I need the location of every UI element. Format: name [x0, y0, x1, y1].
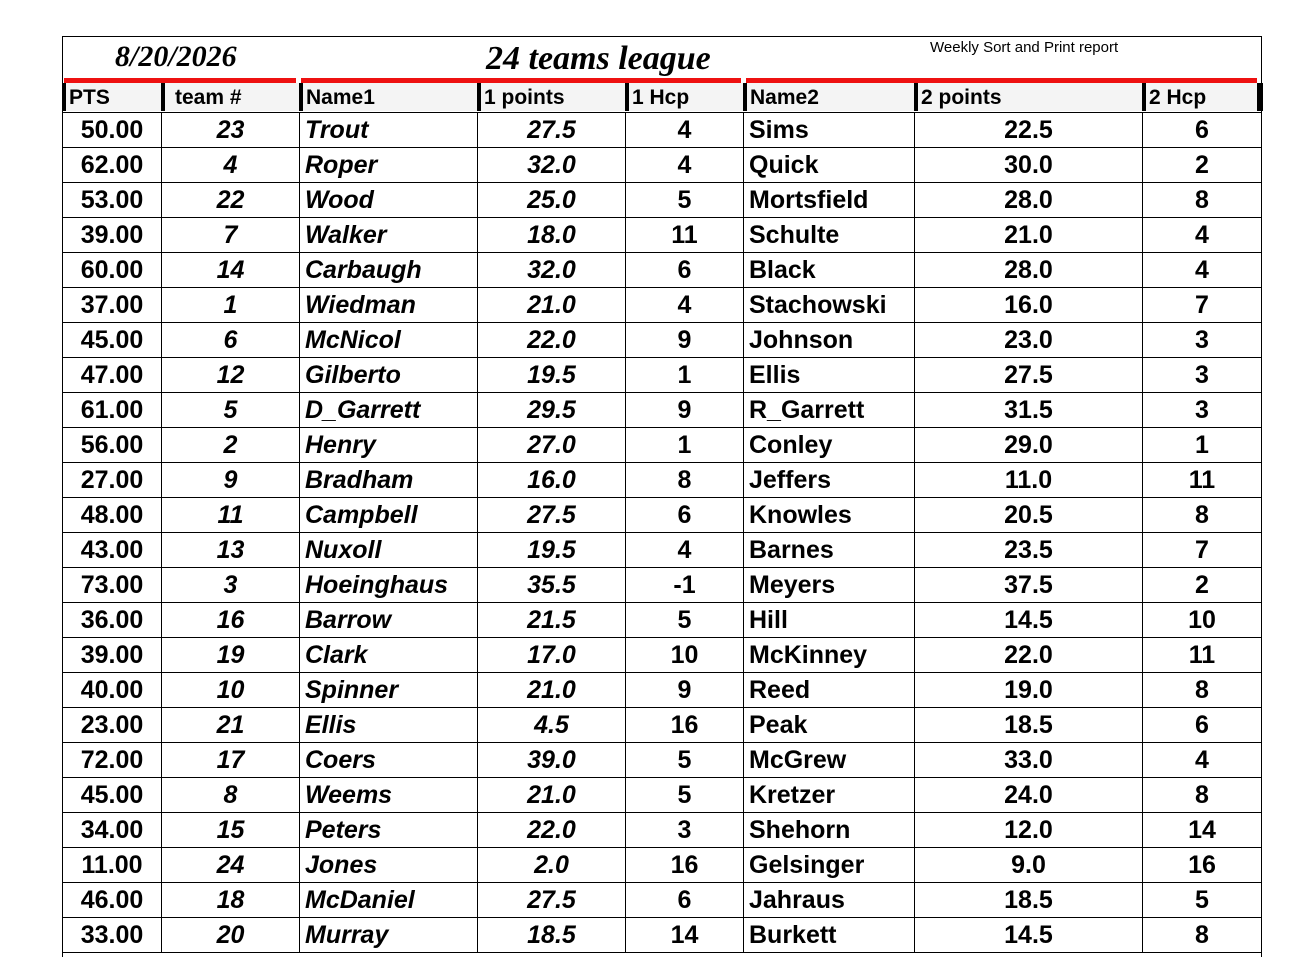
pts-cell: 50.00 — [63, 113, 162, 148]
team-number-cell: 2 — [162, 428, 300, 463]
hcp2-cell: 3 — [1143, 323, 1262, 358]
pts-cell: 43.00 — [63, 533, 162, 568]
name2-cell: Barnes — [744, 533, 915, 568]
points1-cell: 21.5 — [478, 603, 626, 638]
pts-cell: 11.00 — [63, 848, 162, 883]
name2-cell: Jahraus — [744, 883, 915, 918]
pts-cell: 48.00 — [63, 498, 162, 533]
hcp2-cell: 3 — [1143, 358, 1262, 393]
name2-cell: Knowles — [744, 498, 915, 533]
points2-cell: 18.5 — [915, 708, 1143, 743]
name1-cell: Carbaugh — [300, 253, 478, 288]
table-row — [63, 393, 1262, 428]
points2-cell: 19.0 — [915, 673, 1143, 708]
points2-cell: 18.5 — [915, 883, 1143, 918]
name2-cell: Meyers — [744, 568, 915, 603]
name2-cell: R_Garrett — [744, 393, 915, 428]
hcp2-cell: 8 — [1143, 673, 1262, 708]
name1-cell: Clark — [300, 638, 478, 673]
points1-cell: 25.0 — [478, 183, 626, 218]
name1-cell: Bradham — [300, 463, 478, 498]
name2-cell: Peak — [744, 708, 915, 743]
report-date: 8/20/2026 — [115, 40, 237, 73]
name1-cell: Gilberto — [300, 358, 478, 393]
points2-cell: 11.0 — [915, 463, 1143, 498]
name1-cell: Wood — [300, 183, 478, 218]
report-subtitle: Weekly Sort and Print report — [930, 39, 1119, 56]
hcp2-cell: 11 — [1143, 463, 1262, 498]
hcp2-cell: 1 — [1143, 428, 1262, 463]
hcp2-cell: 2 — [1143, 148, 1262, 183]
hcp2-cell: 8 — [1143, 918, 1262, 953]
name1-cell: Wiedman — [300, 288, 478, 323]
name1-cell: Coers — [300, 743, 478, 778]
name2-cell: Johnson — [744, 323, 915, 358]
hcp1-cell: 4 — [626, 533, 744, 568]
name1-cell: Spinner — [300, 673, 478, 708]
name2-cell: Quick — [744, 148, 915, 183]
hcp2-cell: 5 — [1143, 883, 1262, 918]
hcp1-cell: 5 — [626, 743, 744, 778]
points1-cell: 27.5 — [478, 498, 626, 533]
team-number-cell: 21 — [162, 708, 300, 743]
name2-cell: Burkett — [744, 918, 915, 953]
name1-cell: Roper — [300, 148, 478, 183]
name2-cell: Reed — [744, 673, 915, 708]
points1-cell: 18.0 — [478, 218, 626, 253]
hcp1-cell: 16 — [626, 848, 744, 883]
table-row — [63, 463, 1262, 498]
table-row — [63, 358, 1262, 393]
report-title: 24 teams league — [486, 40, 711, 77]
name2-cell: McKinney — [744, 638, 915, 673]
points2-cell: 14.5 — [915, 918, 1143, 953]
column-header-points2: 2 points — [914, 83, 1142, 111]
team-number-cell: 10 — [162, 673, 300, 708]
table-row — [63, 778, 1262, 813]
points1-cell: 19.5 — [478, 533, 626, 568]
name1-cell: Barrow — [300, 603, 478, 638]
column-header-points1: 1 points — [477, 83, 625, 111]
pts-cell: 36.00 — [63, 603, 162, 638]
table-row — [63, 323, 1262, 358]
team-number-cell: 16 — [162, 603, 300, 638]
points2-cell: 28.0 — [915, 253, 1143, 288]
points2-cell: 37.5 — [915, 568, 1143, 603]
name2-cell: Stachowski — [744, 288, 915, 323]
points1-cell: 22.0 — [478, 323, 626, 358]
points1-cell: 21.0 — [478, 288, 626, 323]
points1-cell: 27.0 — [478, 428, 626, 463]
name1-cell: Hoeinghaus — [300, 568, 478, 603]
hcp1-cell: 5 — [626, 603, 744, 638]
column-header-name2: Name2 — [743, 83, 914, 111]
table-row — [63, 673, 1262, 708]
team-number-cell: 24 — [162, 848, 300, 883]
name1-cell: Peters — [300, 813, 478, 848]
team-number-cell: 4 — [162, 148, 300, 183]
points2-cell: 33.0 — [915, 743, 1143, 778]
team-number-cell: 23 — [162, 113, 300, 148]
hcp2-cell: 8 — [1143, 183, 1262, 218]
team-number-cell: 14 — [162, 253, 300, 288]
hcp2-cell: 8 — [1143, 778, 1262, 813]
pts-cell: 56.00 — [63, 428, 162, 463]
hcp1-cell: 10 — [626, 638, 744, 673]
team-number-cell: 12 — [162, 358, 300, 393]
hcp2-cell: 10 — [1143, 603, 1262, 638]
pts-cell: 47.00 — [63, 358, 162, 393]
hcp1-cell: 11 — [626, 218, 744, 253]
points2-cell: 20.5 — [915, 498, 1143, 533]
team-number-cell: 19 — [162, 638, 300, 673]
team-number-cell: 3 — [162, 568, 300, 603]
pts-cell: 45.00 — [63, 778, 162, 813]
column-header-hcp1: 1 Hcp — [625, 83, 743, 111]
name2-cell: Shehorn — [744, 813, 915, 848]
name1-cell: McDaniel — [300, 883, 478, 918]
hcp1-cell: 1 — [626, 358, 744, 393]
hcp2-cell: 4 — [1143, 743, 1262, 778]
table-row — [63, 113, 1262, 148]
header-end-rule — [1257, 83, 1263, 111]
points2-cell: 22.5 — [915, 113, 1143, 148]
column-header-hcp2: 2 Hcp — [1142, 83, 1257, 111]
hcp1-cell: 9 — [626, 323, 744, 358]
name1-cell: Henry — [300, 428, 478, 463]
pts-cell: 62.00 — [63, 148, 162, 183]
points2-cell: 14.5 — [915, 603, 1143, 638]
name1-cell: D_Garrett — [300, 393, 478, 428]
hcp2-cell: 11 — [1143, 638, 1262, 673]
points2-cell: 9.0 — [915, 848, 1143, 883]
column-header-pts: PTS — [62, 83, 161, 111]
hcp1-cell: 14 — [626, 918, 744, 953]
name1-cell: Jones — [300, 848, 478, 883]
name1-cell: Nuxoll — [300, 533, 478, 568]
points2-cell: 27.5 — [915, 358, 1143, 393]
hcp2-cell: 14 — [1143, 813, 1262, 848]
pts-cell: 40.00 — [63, 673, 162, 708]
points1-cell: 18.5 — [478, 918, 626, 953]
hcp1-cell: 6 — [626, 253, 744, 288]
table-row — [63, 568, 1262, 603]
team-number-cell: 17 — [162, 743, 300, 778]
hcp1-cell: 5 — [626, 778, 744, 813]
table-row — [63, 848, 1262, 883]
pts-cell: 73.00 — [63, 568, 162, 603]
hcp1-cell: 16 — [626, 708, 744, 743]
points1-cell: 22.0 — [478, 813, 626, 848]
team-number-cell: 6 — [162, 323, 300, 358]
name2-cell: Black — [744, 253, 915, 288]
name1-cell: McNicol — [300, 323, 478, 358]
team-number-cell: 13 — [162, 533, 300, 568]
name1-cell: Murray — [300, 918, 478, 953]
pts-cell: 39.00 — [63, 218, 162, 253]
pts-cell: 72.00 — [63, 743, 162, 778]
table-row — [63, 253, 1262, 288]
team-number-cell: 7 — [162, 218, 300, 253]
pts-cell: 23.00 — [63, 708, 162, 743]
hcp1-cell: 4 — [626, 113, 744, 148]
points1-cell: 32.0 — [478, 253, 626, 288]
pts-cell: 39.00 — [63, 638, 162, 673]
name2-cell: Ellis — [744, 358, 915, 393]
hcp1-cell: -1 — [626, 568, 744, 603]
table-row — [63, 148, 1262, 183]
name1-cell: Trout — [300, 113, 478, 148]
name2-cell: Conley — [744, 428, 915, 463]
name2-cell: Kretzer — [744, 778, 915, 813]
hcp1-cell: 3 — [626, 813, 744, 848]
name1-cell: Walker — [300, 218, 478, 253]
name2-cell: Schulte — [744, 218, 915, 253]
hcp2-cell: 8 — [1143, 498, 1262, 533]
points1-cell: 32.0 — [478, 148, 626, 183]
table-row — [63, 183, 1262, 218]
pts-cell: 27.00 — [63, 463, 162, 498]
name1-cell: Weems — [300, 778, 478, 813]
hcp2-cell: 7 — [1143, 288, 1262, 323]
points2-cell: 23.5 — [915, 533, 1143, 568]
name2-cell: Mortsfield — [744, 183, 915, 218]
hcp1-cell: 6 — [626, 883, 744, 918]
table-row — [63, 533, 1262, 568]
points1-cell: 27.5 — [478, 113, 626, 148]
points2-cell: 23.0 — [915, 323, 1143, 358]
table-row — [63, 288, 1262, 323]
pts-cell: 37.00 — [63, 288, 162, 323]
column-header-team: team # — [161, 83, 299, 111]
team-number-cell: 18 — [162, 883, 300, 918]
table-row — [63, 428, 1262, 463]
hcp2-cell: 3 — [1143, 393, 1262, 428]
team-number-cell: 5 — [162, 393, 300, 428]
team-number-cell: 8 — [162, 778, 300, 813]
points1-cell: 39.0 — [478, 743, 626, 778]
team-number-cell: 22 — [162, 183, 300, 218]
hcp1-cell: 5 — [626, 183, 744, 218]
name2-cell: Jeffers — [744, 463, 915, 498]
hcp2-cell: 6 — [1143, 708, 1262, 743]
points1-cell: 4.5 — [478, 708, 626, 743]
table-row — [63, 498, 1262, 533]
points2-cell: 28.0 — [915, 183, 1143, 218]
team-number-cell: 15 — [162, 813, 300, 848]
points1-cell: 2.0 — [478, 848, 626, 883]
standings-table — [62, 112, 1262, 953]
pts-cell: 61.00 — [63, 393, 162, 428]
name2-cell: Gelsinger — [744, 848, 915, 883]
points2-cell: 21.0 — [915, 218, 1143, 253]
column-header-name1: Name1 — [299, 83, 477, 111]
team-number-cell: 11 — [162, 498, 300, 533]
hcp2-cell: 7 — [1143, 533, 1262, 568]
pts-cell: 60.00 — [63, 253, 162, 288]
hcp1-cell: 1 — [626, 428, 744, 463]
hcp1-cell: 6 — [626, 498, 744, 533]
points2-cell: 24.0 — [915, 778, 1143, 813]
hcp2-cell: 16 — [1143, 848, 1262, 883]
table-row — [63, 918, 1262, 953]
hcp1-cell: 8 — [626, 463, 744, 498]
points2-cell: 12.0 — [915, 813, 1143, 848]
points1-cell: 19.5 — [478, 358, 626, 393]
points1-cell: 27.5 — [478, 883, 626, 918]
name1-cell: Campbell — [300, 498, 478, 533]
standings-body — [63, 113, 1262, 953]
hcp1-cell: 4 — [626, 148, 744, 183]
name1-cell: Ellis — [300, 708, 478, 743]
points1-cell: 16.0 — [478, 463, 626, 498]
table-row — [63, 638, 1262, 673]
points2-cell: 16.0 — [915, 288, 1143, 323]
name2-cell: Hill — [744, 603, 915, 638]
table-row — [63, 883, 1262, 918]
hcp2-cell: 2 — [1143, 568, 1262, 603]
points2-cell: 29.0 — [915, 428, 1143, 463]
hcp2-cell: 4 — [1143, 253, 1262, 288]
table-row — [63, 743, 1262, 778]
hcp2-cell: 6 — [1143, 113, 1262, 148]
points1-cell: 21.0 — [478, 673, 626, 708]
name2-cell: McGrew — [744, 743, 915, 778]
team-number-cell: 20 — [162, 918, 300, 953]
hcp1-cell: 4 — [626, 288, 744, 323]
points2-cell: 22.0 — [915, 638, 1143, 673]
pts-cell: 53.00 — [63, 183, 162, 218]
pts-cell: 34.00 — [63, 813, 162, 848]
table-row — [63, 708, 1262, 743]
hcp1-cell: 9 — [626, 673, 744, 708]
hcp1-cell: 9 — [626, 393, 744, 428]
points1-cell: 35.5 — [478, 568, 626, 603]
points1-cell: 21.0 — [478, 778, 626, 813]
table-row — [63, 813, 1262, 848]
pts-cell: 46.00 — [63, 883, 162, 918]
points2-cell: 30.0 — [915, 148, 1143, 183]
team-number-cell: 9 — [162, 463, 300, 498]
points2-cell: 31.5 — [915, 393, 1143, 428]
name2-cell: Sims — [744, 113, 915, 148]
table-row — [63, 603, 1262, 638]
table-row — [63, 218, 1262, 253]
pts-cell: 45.00 — [63, 323, 162, 358]
pts-cell: 33.00 — [63, 918, 162, 953]
points1-cell: 17.0 — [478, 638, 626, 673]
points1-cell: 29.5 — [478, 393, 626, 428]
team-number-cell: 1 — [162, 288, 300, 323]
hcp2-cell: 4 — [1143, 218, 1262, 253]
